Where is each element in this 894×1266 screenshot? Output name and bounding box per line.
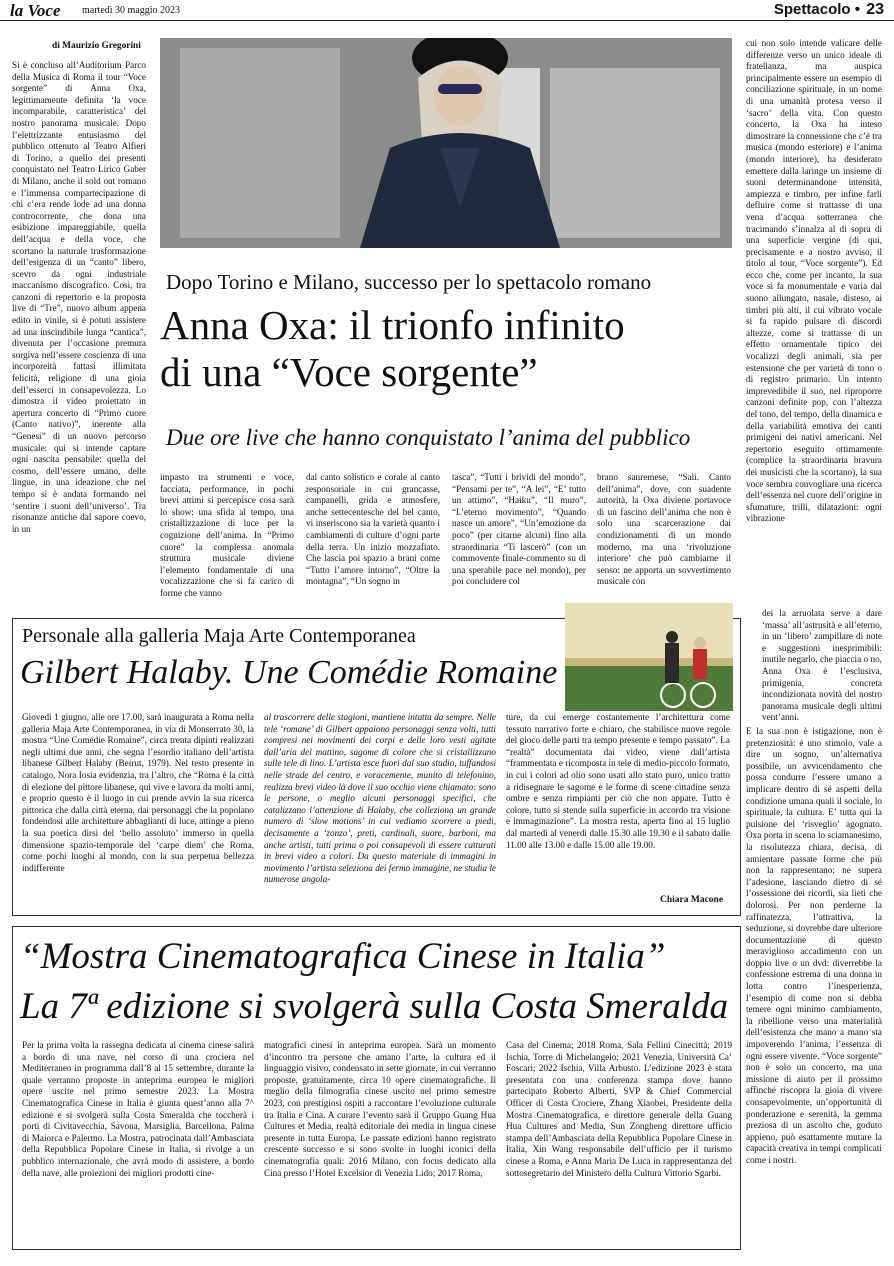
article-column-6c: E la sua non è istigazione, non è pretenziosità: è uno stimolo, vale a dire un sogno, un’alternativa possibile, un avvicendamento che possa condurre l’essere umano a implicare dentro di sé aspetti della condizione umana quali il sociale, lo spirituale, la cultura. E’ tutta qui la pulsione del ‘risveglio’ agognato. Oxa porta in scena lo sciamanesimo, la risolutezza chiara, decisa, di annientare passate forme che più non la rappresentano; ne supera l’adesione, lasciando dietro di sé l’ossessione dei ricordi, sia lieti che dolorosi. Per non perderne la raffinatezza, l’attrattiva, la seduzione, si dovrebbe dare ulteriore documentazione di questo meraviglioso accadimento con un doppio live o un dvd: diverrebbe la confessione estrema di una donna in lotta contro l’inesperienza, l’esempio di come non si debba temere ogni minimo cambiamento, la ribellione verso una materialità dell’esistenza che mano a mano sta impoverendo l’anima, l’essenza di ogni essere vivente. “Voce sorgente” non è solo un concerto, ma una missione di aiuto per il prossimo affinché riscopra la gioia di vivere consapevolmente, un’opportunità di ponderazione e serenità, la gemma preziosa di un ascolto che, goduto appieno, può esattamente mutare la capacità creativa in tempi complicati come i nostri. xyxy=(746,726,882,1165)
title-line-1: Anna Oxa: il trionfo infinito xyxy=(160,302,625,348)
gallery-column-1: Giovedì 1 giugno, alle ore 17.00, sarà inaugurata a Roma nella galleria Maja Arte Contemporanea, in via di Monserrato 30, la mostra “Une Comédie Romaine”, circa trenta dipinti realizzati negli ultimi due anni, che segna l’esordio italiano dell’artista libanese Gilbert Halaby (Beirut, 1979). Nel testo presente in catalogo, Nora Iosia evidenzia, tra l’altro, che “Roma è la città di elezione del pittore libanese, qui vive e lavora da molti anni, e proprio questo è il luogo in cui prende avvio la sua ricerca pittorica che dalla città eterna, dai personaggi che la popolano fondendosi alle architetture abbaglianti di luce, attinge a pieno la sua poetica dirsi del ‘bello assoluto’ immerso in quella dimensione spazio-temporale del ‘carpe diem’ che Roma, come pochi luoghi al mondo, con la sua perpetua bellezza indifferente xyxy=(22,712,254,873)
cinema-title-line-2: La 7ª edizione si svolgerà sulla Costa Smeralda xyxy=(20,986,729,1027)
gallery-column-3: ture, da cui emerge costantemente l’architettura come tessuto narrativo forte e chiaro, che stabilisce nuove regole del gioco delle parti tra tempo presente e tempo passato”. La “realtà” documentata dai video, viene dall’artista “frammentata e ricomposta in tele di medio-piccolo formato, in cui i colori ad olio sono usati allo stato puro, unico tratto a ridisegnare le sagome e le forme di scene cittadine senza ombre e senza rimpianti per ciò che non appare. Tutto è colore, tutto si stende sulla superficie in accordo tra visione e immaginazione”. La mostra resta, aperta fino al 15 luglio dal martedì al venerdì dalle 15.30 alle 19.30 e il sabato dalle 11.00 alle 13.00 e dalle 15.00 alle 19.00. xyxy=(506,712,730,850)
section-name: Spettacolo • xyxy=(773,1,860,18)
concert-photo xyxy=(160,38,732,248)
cinema-title-line-1: “Mostra Cinematografica Cinese in Italia” xyxy=(20,936,666,977)
cinema-column-3: Casa del Cinema; 2018 Roma, Sala Fellini Cinecittà; 2019 Ischia, Torre di Michelangelo; 2021 Venezia, Università Ca’ Foscari; 2022 Ischia, Villa Arbusto. L’edizione 2023 è stata presentata con una conferenza stampa dove hanno partecipato Roberto Alberti, SVP & Chief Commercial Officer di Costa Crociere, Zhang Xiaobei, Presidente della Mostra Cinematografica, e direttore generale della Guang Hua Cultures and Media, Sun Zongheng direttore ufficio stampa dell’Ambasciata della Repubblica Popolare Cinese in Italia, Xin Wang responsabile dell’ufficio per il turismo cinese a Roma, e Anna Maria De Luca in rappresentanza del sottosegretario del Ministero della Cultura Vittorio Sgarbi. xyxy=(506,1040,732,1178)
article-kicker: Dopo Torino e Milano, successo per lo spettacolo romano xyxy=(166,270,652,294)
article-subtitle: Due ore live che hanno conquistato l’anima del pubblico xyxy=(166,425,691,450)
title-line-2: di una “Voce sorgente” xyxy=(160,349,538,395)
cinema-column-2: matografici cinesi in anteprima europea. Sarà un momento d’incontro tra persone che amano l’arte, la cultura ed il linguaggio visivo, condensato in sette giornate, in cui verranno proposte, gratuitamente, circa 10 opere cinematografiche. Il meglio della filmografia cinese uscito nel primo semestre 2023, con prestigiosi ospiti a raccontare l’evoluzione culturale tra Italia e Cina. A curare l’evento sarà il Gruppo Guang Hua Cultures et Media, realtà editoriale dei media in lingua cinese presente in tutta Europa. Le passate edizioni hanno registrato crescente successo e si sono svolte in luoghi iconici della cinematografia quali: 2016 Milano, con focus dedicato alla Cina presso l’Hotel Excelsior di Venezia Lido; 2017 Roma, xyxy=(264,1040,496,1178)
article-column-2: impasto tra strumenti e voce, facciata, performance, in pochi brevi attimi si percepisce cosa sarà lo show: una sfida al tempo, una cristallizzazione di luce per la cognizione dell’anima. In “Primo cuore” la complessa anomala struttura musicale diviene l’elemento fondamentale di una vocalizzazione che si fa carico di forme che vanno xyxy=(160,472,294,598)
article-column-5: brano sanremese, “Sali. Canto dell’anima”, dove, con suadente autorità, la Oxa diviene portavoce di un fascino dell’anima che non è solo una scarcerazione dai condizionamenti di un mondo moderno, ma una ‘rivoluzione interiore’ che può cambiarne il senso: ne apporta un sovvertimento musicale con xyxy=(597,472,731,587)
gallery-author: Chiara Macone xyxy=(660,895,724,905)
article-title xyxy=(160,302,625,396)
article-column-4: tasca”, “Tutti i brividi del mondo”, “Pensami per te”, “A lei”, “E’ tutto un attimo”, “Haiku”, “Il muro”, “L’eterno movimento”, “Quando nasce un amore”, “Un’emozione da poco” (per citarne alcuni) fino alla straordinaria “Ti lascerò” (con un commovente finale-commento su di una sperabile pace nel mondo), per poi concludere col xyxy=(452,472,586,587)
gallery-title: Gilbert Halaby. Une Comédie Romaine xyxy=(20,654,558,691)
cinema-column-1: Per la prima volta la rassegna dedicata al cinema cinese salirà a bordo di una nave, nel corso di una crociera nel Mediterraneo in programma dall’8 al 15 settembre, durante la quale verranno proposte in anteprima europea le migliori opere uscite nel primo semestre 2023. La Mostra Cinematografica Cinese in Italia è giunta quest’anno alla 7^ edizione e si svolgerà sulla Costa Smeralda che toccherà i porti di Civitavecchia, Savona, Marsiglia, Barcellona, Palma di Maiorca e Palermo. La Mostra, patrocinata dall’Ambasciata della Repubblica Popolare Cinese in Italia, si rivolge a un pubblico internazionale, che avrà modo di assistere, a bordo della nave, alle proiezioni dei migliori prodotti cine- xyxy=(22,1040,254,1178)
byline: di Maurizio Gregorini xyxy=(52,41,141,51)
painting-image xyxy=(565,603,733,711)
page-number: 23 xyxy=(866,1,884,18)
article-column-6: cui non solo intende valicare delle differenze verso un unico ideale di fratellanza, ma auspica principalmente essere un esempio di conciliazione spirituale, in un nome di una umanità protesa verso il ‘sacro’ della vita. Con questo concerto, la Oxa ha inteso dimostrare la connessione che c’è tra musica (mondo esteriore) e l’anima (mondo interiore), ha desiderato emettere dalla laringe un insieme di suoni determinandone intensità, ampiezza e timbro, per infine farli defluire come si trattasse di una vena d’acqua sotterranea che tracimando s’innalza al di sopra di una superficie vergine (di qui, precisamente e a nostro avviso, il titolo al tour, “Voce sorgente”). Ed ecco che, come per incanto, la sua voce si fa monumentale e varia dal suono allungato, nasale, disteso, ai timbri più alti, il cui vibrato vocale si fa rapido pulsare di discordi altezze, come si trattasse di un effetto ornamentale tipico dei vocalizzi degli animali, sia per estensione che per varietà di tono o di registro primario. Un intento imprevedibile il suo, nel riproporre canzoni definite pop, con l’altezza del tono, del tempo, della dinamica e della variabilità emotiva dei canti primigeni dei nativi americani. Nel repertorio eseguito ottimamente (complice la straordinaria bravura dei musicisti che la scortano), la sua voce sembra convogliare una ricerca dell’essenza nel cuore dell’origine in sfumature, trilli, dilatazioni: ogni vibrazione xyxy=(746,38,882,524)
newspaper-logo: la Voce xyxy=(10,1,61,20)
article-column-6b: dei la arruolata serve a dare ‘massa’ all’astrusità e all’eterno, in un ‘libero’ zampillare di note e suggestioni inesprimibili: inutile negarlo, che piaccia o no, Anna Oxa è l’esclusiva, primigenia, concreta incondizionata novità del nostro panorama musicale degli ultimi vent’anni. xyxy=(762,608,882,723)
article-column-3: dal canto solistico e corale al canto responsoriale in cui grancasse, campanelli, grida e atmosfere, anche settecentesche del bel canto, vi inseriscono sia la varietà quanto i cambiamenti di culture d’ogni parte della terra. Un inizio mozzafiato. Che lascia poi spazio a brani come “Tutto l’amore intorno”, “Oltre la montagna”, “Un sogno in xyxy=(306,472,440,587)
issue-date: martedì 30 maggio 2023 xyxy=(82,5,181,16)
article-column-1: Si è concluso all’Auditorium Parco della Musica di Roma il tour “Voce sorgente” di Anna Oxa, legittimamente definita ‘la voce incomparabile, caratteristica’ del nostro panorama musicale. Dopo l’elettrizzante entusiasmo del pubblico ottenuto al Teatro Alfieri di Torino, a quello dei presenti conquistato nel Teatro Lirico Gaber di Milano, anche il sold out romano e l’immensa compartecipazione di chi c’era rende lode ad una donna controcorrente, che dona una esibizione impareggiabile, quella dell’acqua e della voce, che scortano la naturale trasformazione dell’esigenza di un “canto” libero, scevro da ogni industriale maccanismo discografico. Così, tra canzoni di repertorio e la proposta live di “Tre”, nuovo album appena edito in vinile, si è potuti assistere ad una inscindibile lunga “cantica”, divenuta per l’occasione premura sorgiva nell’essere coscienza di una incorporeità fattasi illimitata felicità, religione di una gioia dell’esserci in consapevolezza. Lo dimostra il video proiettato in apertura concerto di “Primo cuore (Canto nativo)”, inerente alla “Genesi” di un nuovo percorso musicale: qui si intende captare ogni nascita pensabile: quella del cosmo, dell’essere umano, delle lingue, in una ideazione che nel tempo si è andata formando nel ‘sentire i suoni dell’universo’. Tra risonanze antiche dal sapore coevo, in un xyxy=(12,60,146,534)
gallery-kicker: Personale alla galleria Maja Arte Contemporanea xyxy=(22,625,416,647)
section-label xyxy=(774,1,860,18)
gallery-column-2: al trascorrere delle stagioni, mantiene intatta da sempre. Nelle tele ‘romane’ di Gilbert appaiono personaggi senza volti, tutti compresi nei movimenti dei corpi e delle loro vesti agitate dall’aria del mattino, sagome di colore che si cristallizzano sulle tele di lino. L’artista esce fuori dal suo studio, tuffandosi nelle strade del centro, e voracemente, munito di telefonino, realizza brevi video là dove il suo occhio viene chiamato: sono le persone, o meglio alcuni personaggi specifici, che catalizzano l’attenzione di Halaby, che colleziona un grande numero di ‘slow motions’ in cui vediamo scorrere a piedi, decisamente a ‘zonzo’, preti, cardinali, suore, barboni, ma anche artisti, tutti prima o poi consapevoli di essere catturati in brevi video a colori. Da questo materiale di immagini in movimento l’artista seleziona dei fermo immagine, ne studia le numerose angola- xyxy=(264,712,496,885)
